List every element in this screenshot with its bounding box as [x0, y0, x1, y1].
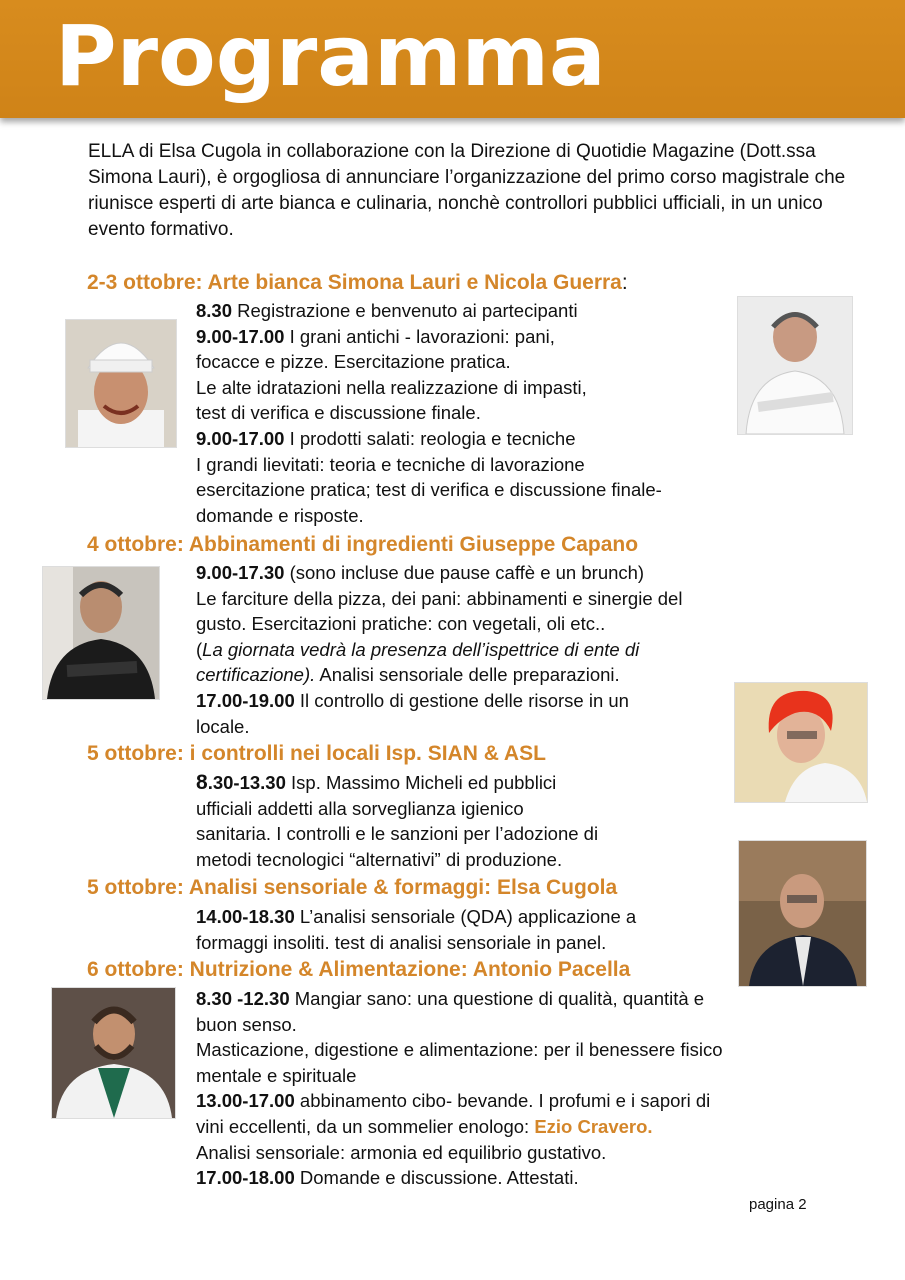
red-hair-person-photo [734, 682, 868, 803]
schedule-line: vini eccellenti, da un sommelier enologo: Ezio Cravero. [196, 1115, 653, 1137]
schedule-line: 9.00-17.30 (sono incluse due pause caffè e un brunch) [196, 562, 645, 583]
intro-paragraph: ELLA di Elsa Cugola in collaborazione con la Direzione di Quotidie Magazine (Dott.ssa Simona Lauri), è orgogliosa di annunciare l’organizzazione del primo corso magistrale che riunisce esperti di arte bianca e culinaria, nonchè controllori pubblici ufficiali, in un unico evento formativo. [88, 141, 846, 240]
schedule-line: 8.30 -12.30 Mangiar sano: una questione di qualità, quantità e [196, 988, 705, 1009]
schedule-line: 8.30 Registrazione e benvenuto ai partecipanti [196, 300, 578, 321]
section-5-body [196, 986, 723, 1191]
section-4-body [196, 904, 636, 955]
section-heading-5: 6 ottobre: Nutrizione & Alimentazione: Antonio Pacella [87, 958, 631, 981]
schedule-line: locale. [196, 715, 250, 737]
chef-man-photo [737, 296, 853, 435]
schedule-line: metodi tecnologici “alternativi” di produzione. [196, 848, 563, 870]
header-banner [0, 0, 905, 118]
section-2-body [196, 560, 682, 739]
chef-woman-photo [65, 319, 177, 448]
schedule-line: 9.00-17.00 I grani antichi - lavorazioni: pani, [196, 325, 555, 347]
schedule-line: ufficiali addetti alla sorveglianza igienico [196, 797, 524, 819]
page-title: Programma [55, 7, 606, 105]
schedule-line: formaggi insoliti. test di analisi sensoriale in panel. [196, 931, 607, 953]
section-heading-3: 5 ottobre: i controlli nei locali Isp. SIAN & ASL [87, 742, 546, 765]
page-number: pagina 2 [749, 1196, 807, 1213]
chef-dark-jacket-photo [42, 566, 160, 700]
schedule-line: I grandi lievitati: teoria e tecniche di lavorazione [196, 453, 585, 475]
schedule-line: Analisi sensoriale: armonia ed equilibrio gustativo. [196, 1141, 607, 1163]
schedule-line: esercitazione pratica; test di verifica e discussione finale- [196, 479, 662, 501]
schedule-line: Le farciture della pizza, dei pani: abbinamenti e sinergie del [196, 587, 683, 609]
schedule-line: mentale e spirituale [196, 1064, 357, 1086]
section-heading-2: 4 ottobre: Abbinamenti di ingredienti Giuseppe Capano [87, 533, 639, 556]
schedule-line: gusto. Esercitazioni pratiche: con vegetali, oli etc.. [196, 613, 606, 635]
schedule-line: 13.00-17.00 abbinamento cibo- bevande. I profumi e i sapori di [196, 1090, 711, 1112]
schedule-line: 9.00-17.00 I prodotti salati: reologia e tecniche [196, 427, 576, 449]
schedule-line: certificazione). Analisi sensoriale delle preparazioni. [196, 664, 620, 686]
schedule-line: 17.00-18.00 Domande e discussione. Attestati. [196, 1167, 579, 1189]
schedule-line: focacce e pizze. Esercitazione pratica. [196, 351, 511, 373]
schedule-line: (La giornata vedrà la presenza dell’ispettrice di ente di [196, 638, 640, 660]
schedule-line: test di verifica e discussione finale. [196, 402, 481, 424]
schedule-line: 8.30-13.30 Isp. Massimo Micheli ed pubblici [196, 771, 557, 794]
schedule-line: sanitaria. I controlli e le sanzioni per l’adozione di [196, 823, 599, 845]
schedule-line: 17.00-19.00 Il controllo di gestione delle risorse in un [196, 689, 629, 711]
man-suit-photo [738, 840, 867, 987]
schedule-line: buon senso. [196, 1013, 297, 1035]
young-man-white-coat-photo [51, 987, 176, 1119]
schedule-line: domande e risposte. [196, 504, 364, 526]
schedule-line: Masticazione, digestione e alimentazione: per il benessere fisico [196, 1039, 723, 1061]
schedule-line: 14.00-18.30 L’analisi sensoriale (QDA) applicazione a [196, 906, 637, 927]
section-1-body [196, 298, 662, 528]
section-heading-1: 2-3 ottobre: Arte bianca Simona Lauri e Nicola Guerra: [87, 271, 628, 294]
section-3-body [196, 770, 598, 872]
section-heading-4: 5 ottobre: Analisi sensoriale & formaggi: Elsa Cugola [87, 876, 618, 899]
schedule-line: Le alte idratazioni nella realizzazione di impasti, [196, 376, 587, 398]
